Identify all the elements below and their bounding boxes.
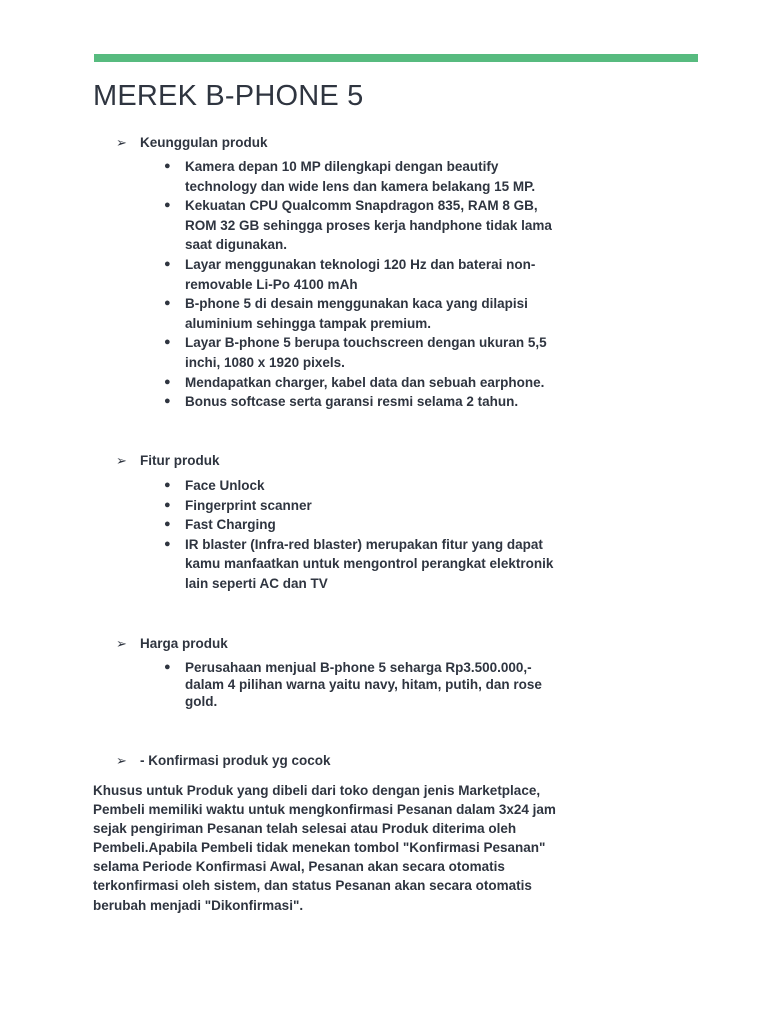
list-item: ● Layar menggunakan teknologi 120 Hz dan baterai non-removable Li-Po 4100 mAh: [164, 256, 536, 292]
list-item: ● Fingerprint scanner: [162, 496, 562, 516]
header-accent-bar: [94, 54, 698, 62]
section-heading-fitur: [116, 453, 220, 469]
list-item: ● Perusahaan menjual B-phone 5 seharga Rp3.500.000,- dalam 4 pilihan warna yaitu navy, hitam, putih, dan rose gold.: [164, 660, 542, 709]
bullet-dot-icon: ●: [164, 257, 171, 270]
section-heading-label: - Konfirmasi produk yg cocok: [140, 753, 331, 768]
section-heading-konfirmasi: [116, 753, 331, 769]
bullet-dot-icon: ●: [164, 160, 171, 172]
list-item: ● Layar B-phone 5 berupa touchscreen dengan ukuran 5,5 inchi, 1080 x 1920 pixels.: [164, 335, 547, 370]
bullet-dot-icon: ●: [164, 199, 171, 212]
confirmation-paragraph: Khusus untuk Produk yang dibeli dari toko dengan jenis Marketplace, Pembeli memiliki waktu untuk mengkonfirmasi Pesanan dalam 3x24 jam sejak pengiriman Pesanan telah selesai atau Produk diterima oleh Pembeli.Apabila Pembeli tidak menekan tombol "Konfirmasi Pesanan" selama Periode Konfirmasi Awal, Pesanan akan secara otomatis terkonfirmasi oleh sistem, dan status Pesanan akan secara otomatis berubah menjadi "Dikonfirmasi".: [93, 783, 556, 913]
arrow-bullet-icon: ➢: [116, 753, 127, 768]
list-item: ● Fast Charging: [162, 515, 562, 535]
section-heading-label: Harga produk: [140, 636, 228, 651]
bullet-dot-icon: ●: [164, 297, 171, 310]
list-item: ● Kamera depan 10 MP dilengkapi dengan beautify technology dan wide lens dan kamera belakang 15 MP.: [164, 159, 536, 194]
list-item: ● Face Unlock: [162, 476, 562, 496]
section-heading-label: Fitur produk: [140, 453, 220, 468]
bullet-dot-icon: ●: [164, 336, 171, 349]
list-item: ● Bonus softcase serta garansi resmi selama 2 tahun.: [162, 392, 562, 412]
section-heading-keunggulan: [116, 135, 268, 151]
bullet-dot-icon: ●: [164, 518, 171, 531]
bullet-dot-icon: ●: [164, 375, 171, 388]
arrow-bullet-icon: ➢: [116, 636, 127, 651]
list-item: ● Mendapatkan charger, kabel data dan sebuah earphone.: [162, 373, 562, 393]
list-item: ● B-phone 5 di desain menggunakan kaca yang dilapisi aluminium sehingga tampak premium.: [164, 296, 528, 331]
list-fitur: [162, 476, 562, 594]
bullet-dot-icon: ●: [164, 479, 171, 491]
bullet-dot-icon: ●: [164, 395, 171, 408]
list-item: ● Kekuatan CPU Qualcomm Snapdragon 835, RAM 8 GB, ROM 32 GB sehingga proses kerja handphone tidak lama saat digunakan.: [164, 198, 552, 253]
bullet-dot-icon: ●: [164, 537, 171, 550]
list-item: ● IR blaster (Infra-red blaster) merupakan fitur yang dapat kamu manfaatkan untuk mengontrol perangkat elektronik lain seperti AC dan TV: [164, 536, 554, 591]
list-keunggulan: [162, 157, 562, 412]
bullet-dot-icon: ●: [164, 661, 171, 673]
section-heading-harga: [116, 636, 228, 652]
arrow-bullet-icon: ➢: [116, 453, 127, 468]
section-heading-label: Keunggulan produk: [140, 135, 268, 150]
page-title: MEREK B-PHONE 5: [93, 80, 364, 112]
arrow-bullet-icon: ➢: [116, 135, 127, 150]
bullet-dot-icon: ●: [164, 498, 171, 511]
list-harga: [162, 659, 562, 710]
